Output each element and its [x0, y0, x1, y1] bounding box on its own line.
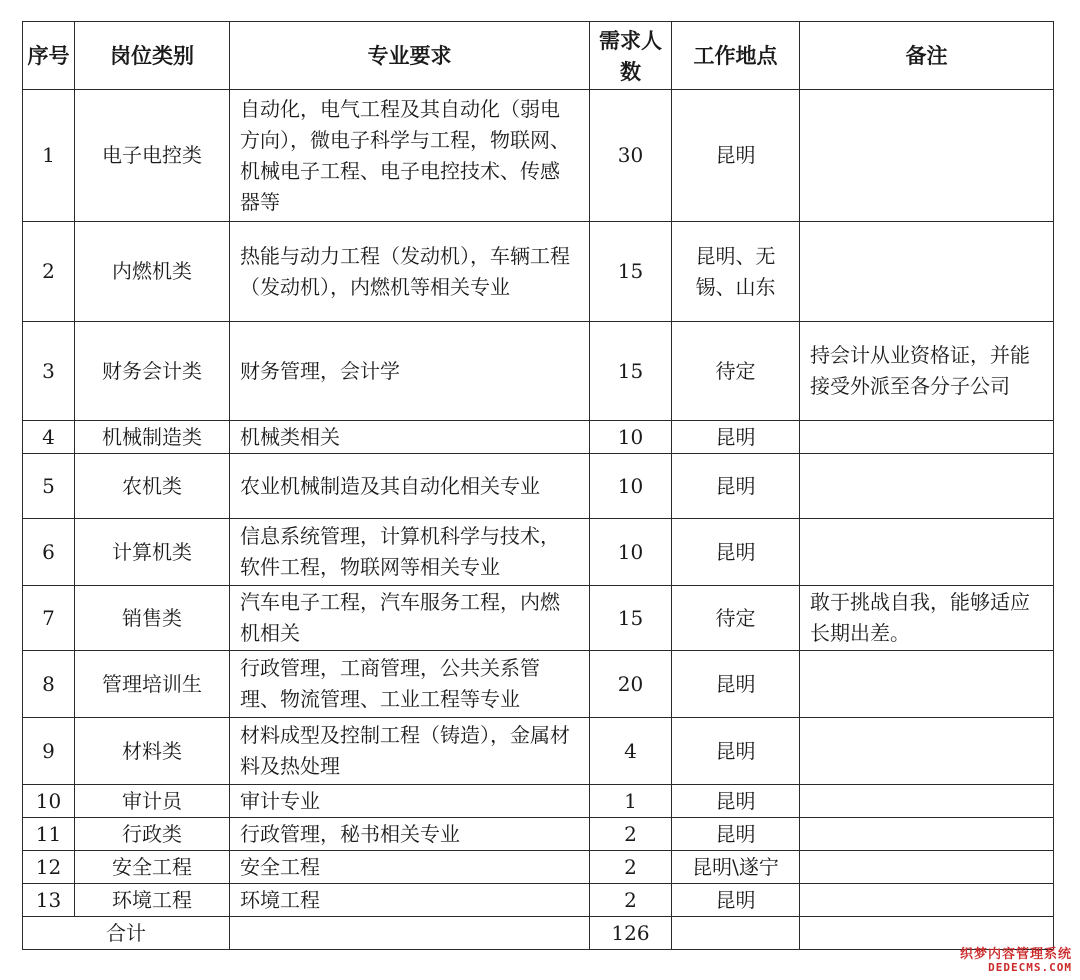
row-count: 30 — [590, 90, 672, 222]
row-category: 农机类 — [75, 454, 230, 519]
row-index: 12 — [23, 851, 75, 884]
row-category: 审计员 — [75, 785, 230, 818]
row-location: 昆明 — [672, 421, 800, 454]
row-count: 15 — [590, 322, 672, 421]
row-requirement: 自动化，电气工程及其自动化（弱电方向），微电子科学与工程，物联网、机械电子工程、电子电控技术、传感器等 — [230, 90, 590, 222]
row-location: 昆明 — [672, 884, 800, 917]
row-count: 15 — [590, 586, 672, 651]
table-row — [23, 586, 1054, 651]
total-remark-empty — [800, 917, 1054, 950]
row-requirement: 审计专业 — [230, 785, 590, 818]
table-row — [23, 90, 1054, 222]
header-category: 岗位类别 — [75, 22, 230, 90]
row-requirement: 信息系统管理，计算机科学与技术，软件工程，物联网等相关专业 — [230, 519, 590, 586]
row-index: 8 — [23, 651, 75, 718]
row-remark — [800, 785, 1054, 818]
row-count: 10 — [590, 421, 672, 454]
row-index: 3 — [23, 322, 75, 421]
table-row — [23, 851, 1054, 884]
row-remark: 持会计从业资格证，并能接受外派至各分子公司 — [800, 322, 1054, 421]
row-requirement: 材料成型及控制工程（铸造），金属材料及热处理 — [230, 718, 590, 785]
row-remark — [800, 651, 1054, 718]
total-row — [23, 917, 1054, 950]
row-requirement: 行政管理，工商管理，公共关系管理、物流管理、工业工程等专业 — [230, 651, 590, 718]
row-requirement: 机械类相关 — [230, 421, 590, 454]
row-remark — [800, 90, 1054, 222]
row-category: 销售类 — [75, 586, 230, 651]
row-category: 财务会计类 — [75, 322, 230, 421]
row-count: 4 — [590, 718, 672, 785]
row-category: 材料类 — [75, 718, 230, 785]
row-index: 5 — [23, 454, 75, 519]
site-watermark — [960, 948, 1072, 974]
row-location: 昆明 — [672, 519, 800, 586]
header-row — [23, 22, 1054, 90]
row-category: 安全工程 — [75, 851, 230, 884]
row-requirement: 汽车电子工程，汽车服务工程，内燃机相关 — [230, 586, 590, 651]
header-location: 工作地点 — [672, 22, 800, 90]
row-index: 10 — [23, 785, 75, 818]
row-remark — [800, 884, 1054, 917]
row-remark — [800, 519, 1054, 586]
row-category: 电子电控类 — [75, 90, 230, 222]
total-label: 合计 — [23, 917, 230, 950]
row-index: 4 — [23, 421, 75, 454]
row-index: 7 — [23, 586, 75, 651]
recruitment-table — [22, 21, 1054, 950]
table-row — [23, 884, 1054, 917]
row-category: 行政类 — [75, 818, 230, 851]
row-count: 2 — [590, 884, 672, 917]
table-row — [23, 785, 1054, 818]
row-requirement: 安全工程 — [230, 851, 590, 884]
watermark-english: DEDECMS.COM — [988, 960, 1072, 974]
row-requirement: 热能与动力工程（发动机），车辆工程（发动机），内燃机等相关专业 — [230, 222, 590, 322]
row-category: 环境工程 — [75, 884, 230, 917]
row-location: 昆明 — [672, 90, 800, 222]
row-category: 计算机类 — [75, 519, 230, 586]
row-count: 20 — [590, 651, 672, 718]
total-count: 126 — [590, 917, 672, 950]
row-count: 10 — [590, 519, 672, 586]
row-location: 昆明\遂宁 — [672, 851, 800, 884]
header-index: 序号 — [23, 22, 75, 90]
row-location: 昆明 — [672, 718, 800, 785]
table-row — [23, 651, 1054, 718]
row-count: 2 — [590, 818, 672, 851]
row-location: 待定 — [672, 586, 800, 651]
header-count: 需求人数 — [590, 22, 672, 90]
row-remark — [800, 454, 1054, 519]
row-remark — [800, 818, 1054, 851]
table-row — [23, 421, 1054, 454]
row-category: 机械制造类 — [75, 421, 230, 454]
row-index: 2 — [23, 222, 75, 322]
row-index: 6 — [23, 519, 75, 586]
row-index: 11 — [23, 818, 75, 851]
row-requirement: 环境工程 — [230, 884, 590, 917]
row-category: 内燃机类 — [75, 222, 230, 322]
row-remark — [800, 718, 1054, 785]
row-count: 10 — [590, 454, 672, 519]
table-row — [23, 322, 1054, 421]
total-location-empty — [672, 917, 800, 950]
row-location: 昆明 — [672, 818, 800, 851]
row-location: 昆明 — [672, 454, 800, 519]
row-category: 管理培训生 — [75, 651, 230, 718]
row-location: 昆明 — [672, 651, 800, 718]
row-index: 9 — [23, 718, 75, 785]
row-location: 昆明 — [672, 785, 800, 818]
row-remark — [800, 851, 1054, 884]
row-count: 1 — [590, 785, 672, 818]
row-count: 15 — [590, 222, 672, 322]
row-index: 13 — [23, 884, 75, 917]
row-location: 待定 — [672, 322, 800, 421]
total-requirement-empty — [230, 917, 590, 950]
row-location: 昆明、无锡、山东 — [672, 222, 800, 322]
row-count: 2 — [590, 851, 672, 884]
table-row — [23, 718, 1054, 785]
table-row — [23, 818, 1054, 851]
watermark-chinese: 织梦内容管理系统 — [959, 946, 1072, 962]
row-requirement: 行政管理，秘书相关专业 — [230, 818, 590, 851]
table-row — [23, 222, 1054, 322]
row-requirement: 财务管理，会计学 — [230, 322, 590, 421]
row-remark — [800, 421, 1054, 454]
header-remark: 备注 — [800, 22, 1054, 90]
row-remark — [800, 222, 1054, 322]
row-remark: 敢于挑战自我，能够适应长期出差。 — [800, 586, 1054, 651]
header-requirement: 专业要求 — [230, 22, 590, 90]
table-row — [23, 519, 1054, 586]
row-index: 1 — [23, 90, 75, 222]
row-requirement: 农业机械制造及其自动化相关专业 — [230, 454, 590, 519]
table-row — [23, 454, 1054, 519]
